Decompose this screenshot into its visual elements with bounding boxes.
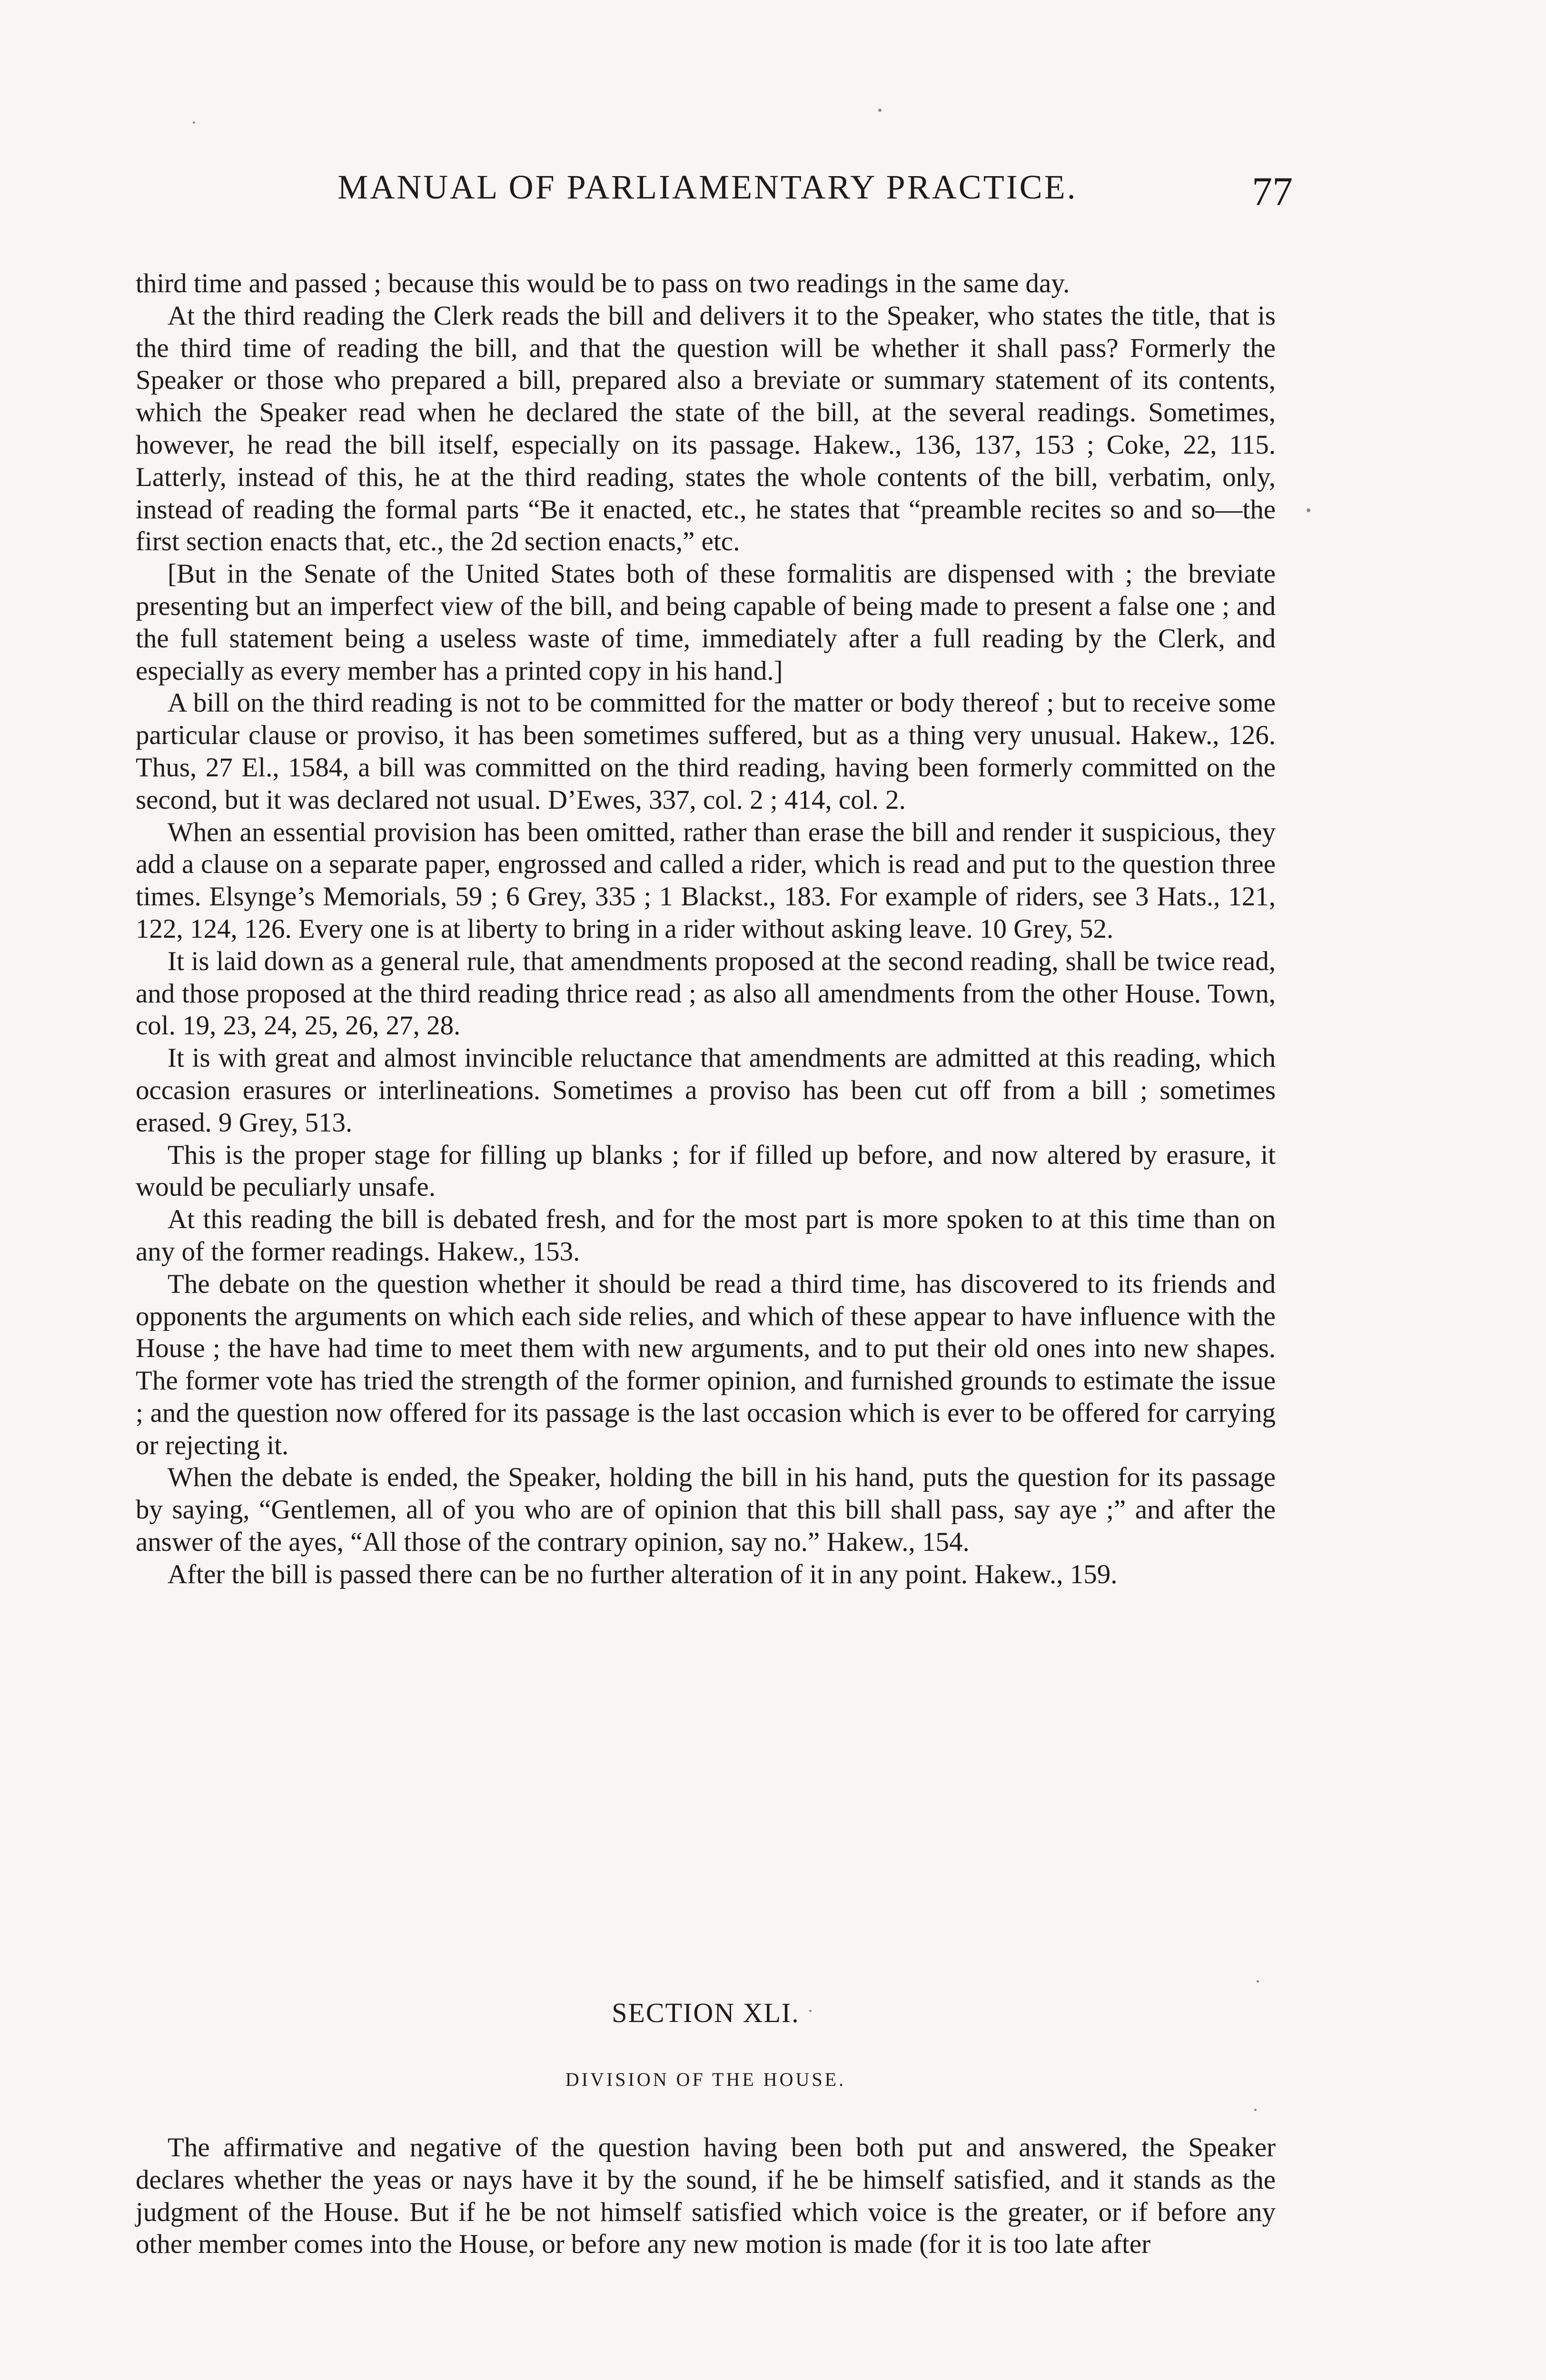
section-paragraph: The affirmative and negative of the question having been both put and answered, the Speaker declares whether the yeas or nays have it by the sound, if he be himself satisfied, and it stands as the judgment of the House. But if he be not himself satisfied which voice is the greater, or if before any other member comes into the House, or before any new motion is made (for it is too late after [136,2132,1276,2260]
paragraph-9: At this reading the bill is debated fresh, and for the most part is more spoken to at this time than on any of the former readings. Hakew., 153. [136,1204,1276,1267]
section-subheading: DIVISION OF THE HOUSE. [565,2069,846,2090]
paragraph-7: It is with great and almost invincible reluctance that amendments are admitted at this reading, which occasion erasures or interlineations. Sometimes a proviso has been cut off from a bill ; sometimes erased. 9 Grey, 513. [136,1043,1276,1138]
scan-speck [193,121,195,124]
running-head [136,168,1279,220]
page-number: 77 [1252,169,1293,214]
paragraph-3: [But in the Senate of the United States both of these formalitis are dispensed with ; the breviate presenting but an imperfect view of the bill, and being capable of being made to present a false one ; and the full statement being a useless waste of time, immediately after a full reading by the Clerk, and especially as every member has a printed copy in his hand.] [136,559,1276,686]
paragraph-11: When the debate is ended, the Speaker, holding the bill in his hand, puts the question for its passage by saying, “Gentlemen, all of you who are of opinion that this bill shall pass, say aye ;” and after the answer of the ayes, “All those of the contrary opinion, say no.” Hakew., 154. [136,1462,1276,1557]
paragraph-4: A bill on the third reading is not to be committed for the matter or body thereof ; but to receive some particular clause or proviso, it has been sometimes suffered, but as a thing very unusual. Hakew., 126. Thus, 27 El., 1584, a bill was committed on the third reading, having been formerly committed on the second, but it was declared not usual. D’Ewes, 337, col. 2 ; 414, col. 2. [136,688,1276,815]
section-heading: SECTION XLI. [612,1997,800,2028]
paragraph-2: At the third reading the Clerk reads the bill and delivers it to the Speaker, who states the title, that is the third time of reading the bill, and that the question will be whether it shall pass? Formerly the Speaker or those who prepared a bill, prepared also a breviate or summary statement of its contents, which the Speaker read when he declared the state of the bill, at the several readings. Sometimes, however, he read the bill itself, especially on its passage. Hakew., 136, 137, 153 ; Coke, 22, 115. Latterly, instead of this, he at the third reading, states the whole contents of the bill, verbatim, only, instead of reading the formal parts “Be it enacted, etc., he states that “preamble recites so and so—the first section enacts that, etc., the 2d section enacts,” etc. [136,300,1276,557]
scan-speck [1257,1980,1259,1983]
running-title: MANUAL OF PARLIAMENTARY PRACTICE. [337,168,1078,206]
section-text [136,2132,1276,2261]
paragraph-8: This is the proper stage for filling up blanks ; for if filled up before, and now altered by erasure, it would be peculiarly unsafe. [136,1140,1276,1202]
scan-speck [878,109,882,112]
paragraph-6: It is laid down as a general rule, that amendments proposed at the second reading, shall be twice read, and those proposed at the third reading thrice read ; as also all amendments from the other House. Town, col. 19, 23, 24, 25, 26, 27, 28. [136,946,1276,1041]
scan-speck [1254,2109,1257,2111]
scan-speck [1307,508,1310,512]
paragraph-1: third time and passed ; because this would be to pass on two readings in the same day. [136,268,1070,298]
paragraph-5: When an essential provision has been omitted, rather than erase the bill and render it suspicious, they add a clause on a separate paper, engrossed and called a rider, which is read and put to the question three times. Elsynge’s Memorials, 59 ; 6 Grey, 335 ; 1 Blackst., 183. For example of riders, see 3 Hats., 121, 122, 124, 126. Every one is at liberty to bring in a rider without asking leave. 10 Grey, 52. [136,817,1276,944]
scan-speck [809,2010,812,2012]
body-text [136,268,1276,1591]
paragraph-10: The debate on the question whether it should be read a third time, has discovered to its friends and opponents the arguments on which each side relies, and which of these appear to have influence with the House ; the have had time to meet them with new arguments, and to put their old ones into new shapes. The former vote has tried the strength of the former opinion, and furnished grounds to estimate the issue ; and the question now offered for its passage is the last occasion which is ever to be offered for carrying or rejecting it. [136,1269,1276,1460]
paragraph-12: After the bill is passed there can be no further alteration of it in any point. Hakew., 159. [168,1559,1118,1589]
